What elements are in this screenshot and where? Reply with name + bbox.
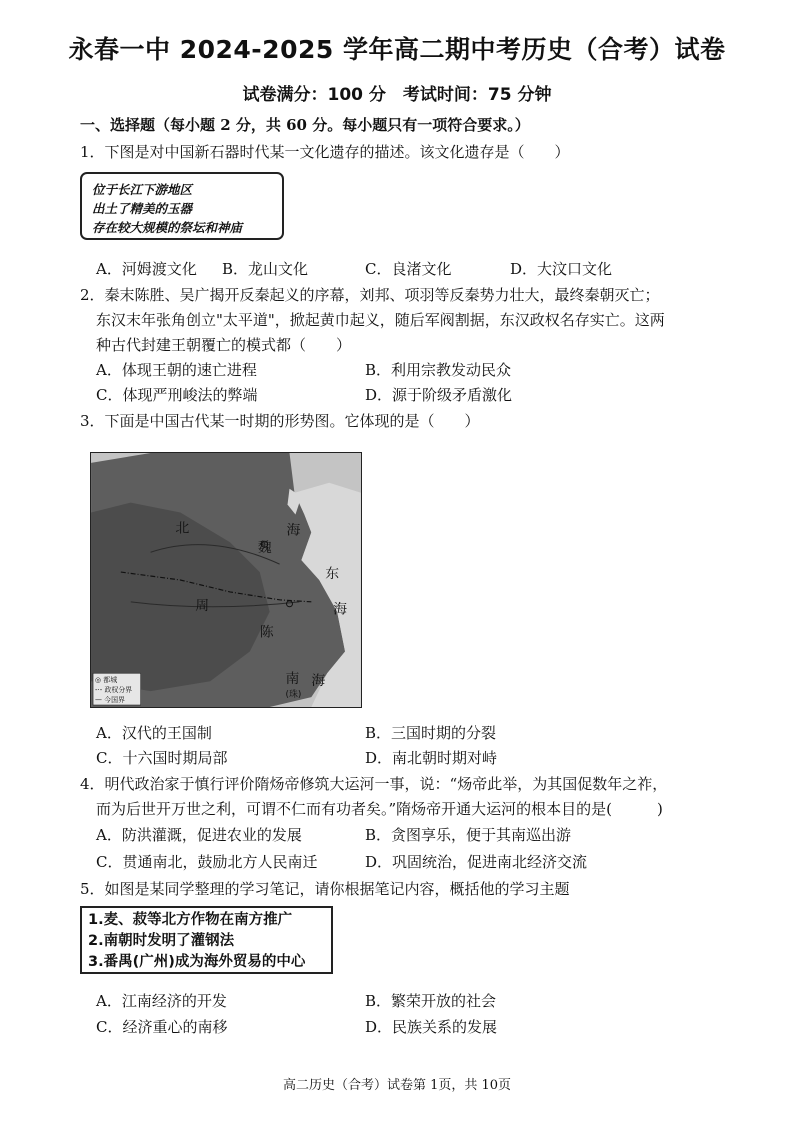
map-label: 海 — [311, 673, 326, 690]
q2-stem-line: 种古代封建王朝覆亡的模式都（ ） — [96, 336, 352, 354]
map-label: 海 — [286, 522, 301, 539]
q2-option-d[interactable]: D．源于阶级矛盾激化 — [365, 386, 513, 404]
q3-option-c[interactable]: C．十六国时期局部 — [96, 749, 228, 767]
map-label: 东 — [325, 566, 340, 583]
q4-option-b[interactable]: B．贪图享乐，便于其南巡出游 — [365, 826, 572, 844]
q1-box-line: 出土了精美的玉器 — [92, 201, 193, 216]
q5-option-b[interactable]: B．繁荣开放的社会 — [365, 992, 497, 1010]
q2-option-b[interactable]: B．利用宗教发动民众 — [365, 361, 512, 379]
q3-historical-map — [90, 452, 362, 708]
q5-stem: 5．如图是某同学整理的学习笔记，请你根据笔记内容，概括他的学习主题 — [80, 880, 570, 898]
q3-option-b[interactable]: B．三国时期的分裂 — [365, 724, 497, 742]
map-legend-capital: ◎ 都城 — [95, 676, 118, 685]
q1-option-d[interactable]: D．大汶口文化 — [510, 260, 613, 278]
q2-option-c[interactable]: C．体现严刑峻法的弊端 — [96, 386, 258, 404]
map-label: 海 — [333, 601, 348, 618]
map-label: 陈 — [259, 624, 274, 641]
map-label: (珠) — [285, 690, 302, 701]
q1-stem: 1．下图是对中国新石器时代某一文化遗存的描述。该文化遗存是（ ） — [80, 143, 570, 161]
q5-option-a[interactable]: A．江南经济的开发 — [96, 992, 227, 1010]
q3-stem: 3．下面是中国古代某一时期的形势图。它体现的是（ ） — [80, 412, 480, 430]
q1-option-c[interactable]: C．良渚文化 — [365, 260, 452, 278]
q5-note-line: 3.番禺(广州)成为海外贸易的中心 — [88, 954, 306, 970]
q1-box-line: 位于长江下游地区 — [92, 182, 193, 197]
map-label: 南 — [285, 671, 300, 688]
q1-description-box — [80, 172, 284, 240]
exam-title: 永春一中 2024-2025 学年高二期中考历史（合考）试卷 — [68, 35, 726, 64]
map-legend-boundary: -·- 政权分界 — [95, 686, 133, 695]
map-legend-border: — 今国界 — [95, 696, 125, 705]
q3-option-a[interactable]: A．汉代的王国制 — [96, 724, 212, 742]
q5-option-c[interactable]: C．经济重心的南移 — [96, 1018, 228, 1036]
page-footer: 高二历史（合考）试卷第 1页，共 10页 — [282, 1078, 512, 1093]
map-label: 周 — [195, 597, 210, 614]
q1-box-line: 存在较大规模的祭坛和神庙 — [92, 220, 243, 235]
q5-note-line: 2.南朝时发明了灌钢法 — [88, 933, 235, 949]
q3-option-d[interactable]: D．南北朝时期对峙 — [365, 749, 498, 767]
map-graphic — [91, 453, 361, 707]
q2-stem-line: 2．秦末陈胜、吴广揭开反秦起义的序幕，刘邦、项羽等反秦势力壮大，最终秦朝灭亡； — [80, 286, 660, 304]
exam-subtitle: 试卷满分：100 分 考试时间：75 分钟 — [242, 85, 552, 105]
map-label: 魏 — [257, 540, 272, 557]
q4-stem-line: 4．明代政治家于慎行评价隋炀帝修筑大运河一事，说：“炀帝此举，为其国促数年之祚， — [80, 775, 668, 793]
q4-stem-line: 而为后世开万世之利，可谓不仁而有功者矣。”隋炀帝开通大运河的根本目的是( ) — [96, 800, 663, 818]
q1-option-a[interactable]: A．河姆渡文化 — [96, 260, 197, 278]
map-label: 北 — [175, 520, 190, 537]
q4-option-c[interactable]: C．贯通南北，鼓励北方人民南迁 — [96, 853, 318, 871]
q1-option-b[interactable]: B．龙山文化 — [222, 260, 309, 278]
section-heading: 一、选择题（每小题 2 分，共 60 分。每小题只有一项符合要求。） — [80, 116, 530, 134]
q4-option-d[interactable]: D．巩固统治，促进南北经济交流 — [365, 853, 588, 871]
q2-stem-line: 东汉末年张角创立"太平道"，掀起黄巾起义，随后军阀割据，东汉政权名存实亡。这两 — [96, 311, 665, 329]
q4-option-a[interactable]: A．防洪灌溉，促进农业的发展 — [96, 826, 302, 844]
q2-option-a[interactable]: A．体现王朝的速亡进程 — [96, 361, 257, 379]
q5-note-line: 1.麦、菽等北方作物在南方推广 — [88, 912, 293, 928]
q5-notes-box — [80, 906, 333, 974]
q5-option-d[interactable]: D．民族关系的发展 — [365, 1018, 498, 1036]
